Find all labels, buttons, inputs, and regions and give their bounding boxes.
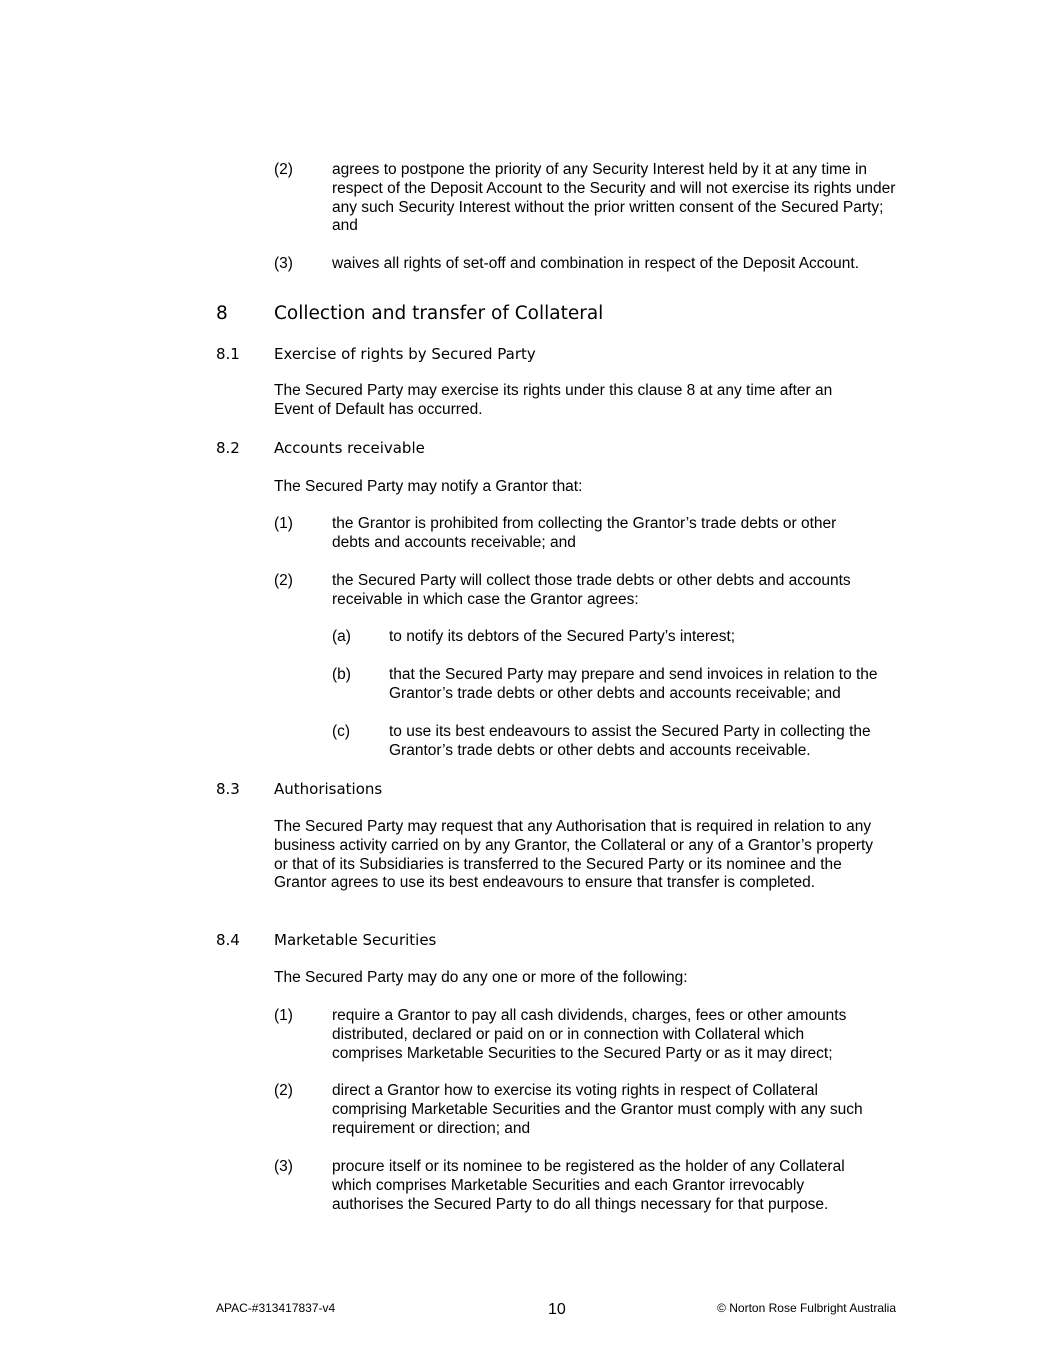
- section-number: 8: [216, 303, 228, 324]
- list-item-number: (2): [274, 161, 293, 178]
- section-title: Collection and transfer of Collateral: [274, 303, 604, 324]
- sub-list-item-text: that the Secured Party may prepare and send invoices in relation to the Grantor’s trade debts or other debts and accounts receivable; and: [389, 666, 878, 702]
- list-item-number: (3): [274, 255, 293, 272]
- sub-list-item-number: (a): [332, 628, 351, 645]
- clause-number: 8.2: [216, 439, 240, 457]
- sub-list-item-text: to use its best endeavours to assist the Secured Party in collecting the Grantor’s trade debts or other debts and accounts receivable.: [389, 723, 871, 759]
- clause-title: Marketable Securities: [274, 931, 437, 949]
- sub-list-item: [332, 723, 899, 763]
- sub-list-item-number: (c): [332, 723, 351, 740]
- list-item: [274, 161, 899, 241]
- list-item-text: the Grantor is prohibited from collecting the Grantor’s trade debts or other debts and accounts receivable; and: [332, 515, 837, 551]
- clause-number: 8.1: [216, 345, 240, 363]
- list-item: [274, 572, 899, 612]
- list-item: [274, 1007, 899, 1067]
- sub-list-item: [332, 628, 899, 648]
- footer-copyright: © Norton Rose Fulbright Australia: [717, 1301, 896, 1315]
- list-item: [274, 1082, 899, 1142]
- clause-intro: The Secured Party may do any one or more of the following:: [274, 969, 688, 986]
- clause-title: Accounts receivable: [274, 439, 425, 457]
- list-item-text: agrees to postpone the priority of any Security Interest held by it at any time in respect of the Deposit Account to the Security and will not exercise its rights under any such Security Interest without the prior written consent of the Secured Party; and: [332, 161, 896, 235]
- list-item-number: (1): [274, 1007, 293, 1024]
- sub-list-item: [332, 666, 899, 706]
- clause-heading: [216, 439, 896, 459]
- list-item-text: the Secured Party will collect those trade debts or other debts and accounts receivable in which case the Grantor agrees:: [332, 572, 851, 608]
- sub-list-item-text: to notify its debtors of the Secured Party’s interest;: [389, 628, 736, 645]
- sub-list-item-number: (b): [332, 666, 351, 683]
- list-item-text: procure itself or its nominee to be registered as the holder of any Collateral which comprises Marketable Securities and each Grantor irrevocably authorises the Secured Party to do all things necessary for that purpose.: [332, 1158, 845, 1213]
- list-item-text: require a Grantor to pay all cash dividends, charges, fees or other amounts distributed, declared or paid on or in connection with Collateral which comprises Marketable Securities to the Secured Party or as it may direct;: [332, 1007, 847, 1062]
- list-item: [274, 255, 899, 275]
- list-item: [274, 1158, 899, 1218]
- list-item-number: (2): [274, 1082, 293, 1099]
- section-heading: [216, 303, 896, 327]
- clause-title: Authorisations: [274, 780, 383, 798]
- clause-heading: [216, 780, 896, 800]
- clause-body: The Secured Party may request that any Authorisation that is required in relation to any business activity carried on by any Grantor, the Collateral or any of a Grantor’s property or that of its Subsidiaries is transferred to the Secured Party or its nominee and the Grantor agrees to use its best endeavours to ensure that transfer is completed.: [274, 818, 874, 892]
- list-item-number: (1): [274, 515, 293, 532]
- footer-document-id: APAC-#313417837-v4: [216, 1301, 336, 1315]
- footer-page-number: 10: [548, 1301, 566, 1318]
- clause-intro: The Secured Party may notify a Grantor that:: [274, 478, 583, 495]
- list-item: [274, 515, 899, 555]
- clause-heading: [216, 931, 896, 951]
- list-item-number: (3): [274, 1158, 293, 1175]
- list-item-number: (2): [274, 572, 293, 589]
- list-item-text: direct a Grantor how to exercise its voting rights in respect of Collateral comprising Marketable Securities and the Grantor must comply with any such requirement or direction; and: [332, 1082, 863, 1137]
- clause-title: Exercise of rights by Secured Party: [274, 345, 536, 363]
- list-item-text: waives all rights of set-off and combination in respect of the Deposit Account.: [332, 255, 859, 272]
- clause-number: 8.4: [216, 931, 240, 949]
- clause-heading: [216, 345, 896, 365]
- clause-number: 8.3: [216, 780, 240, 798]
- clause-body: The Secured Party may exercise its rights under this clause 8 at any time after an Event of Default has occurred.: [274, 382, 833, 418]
